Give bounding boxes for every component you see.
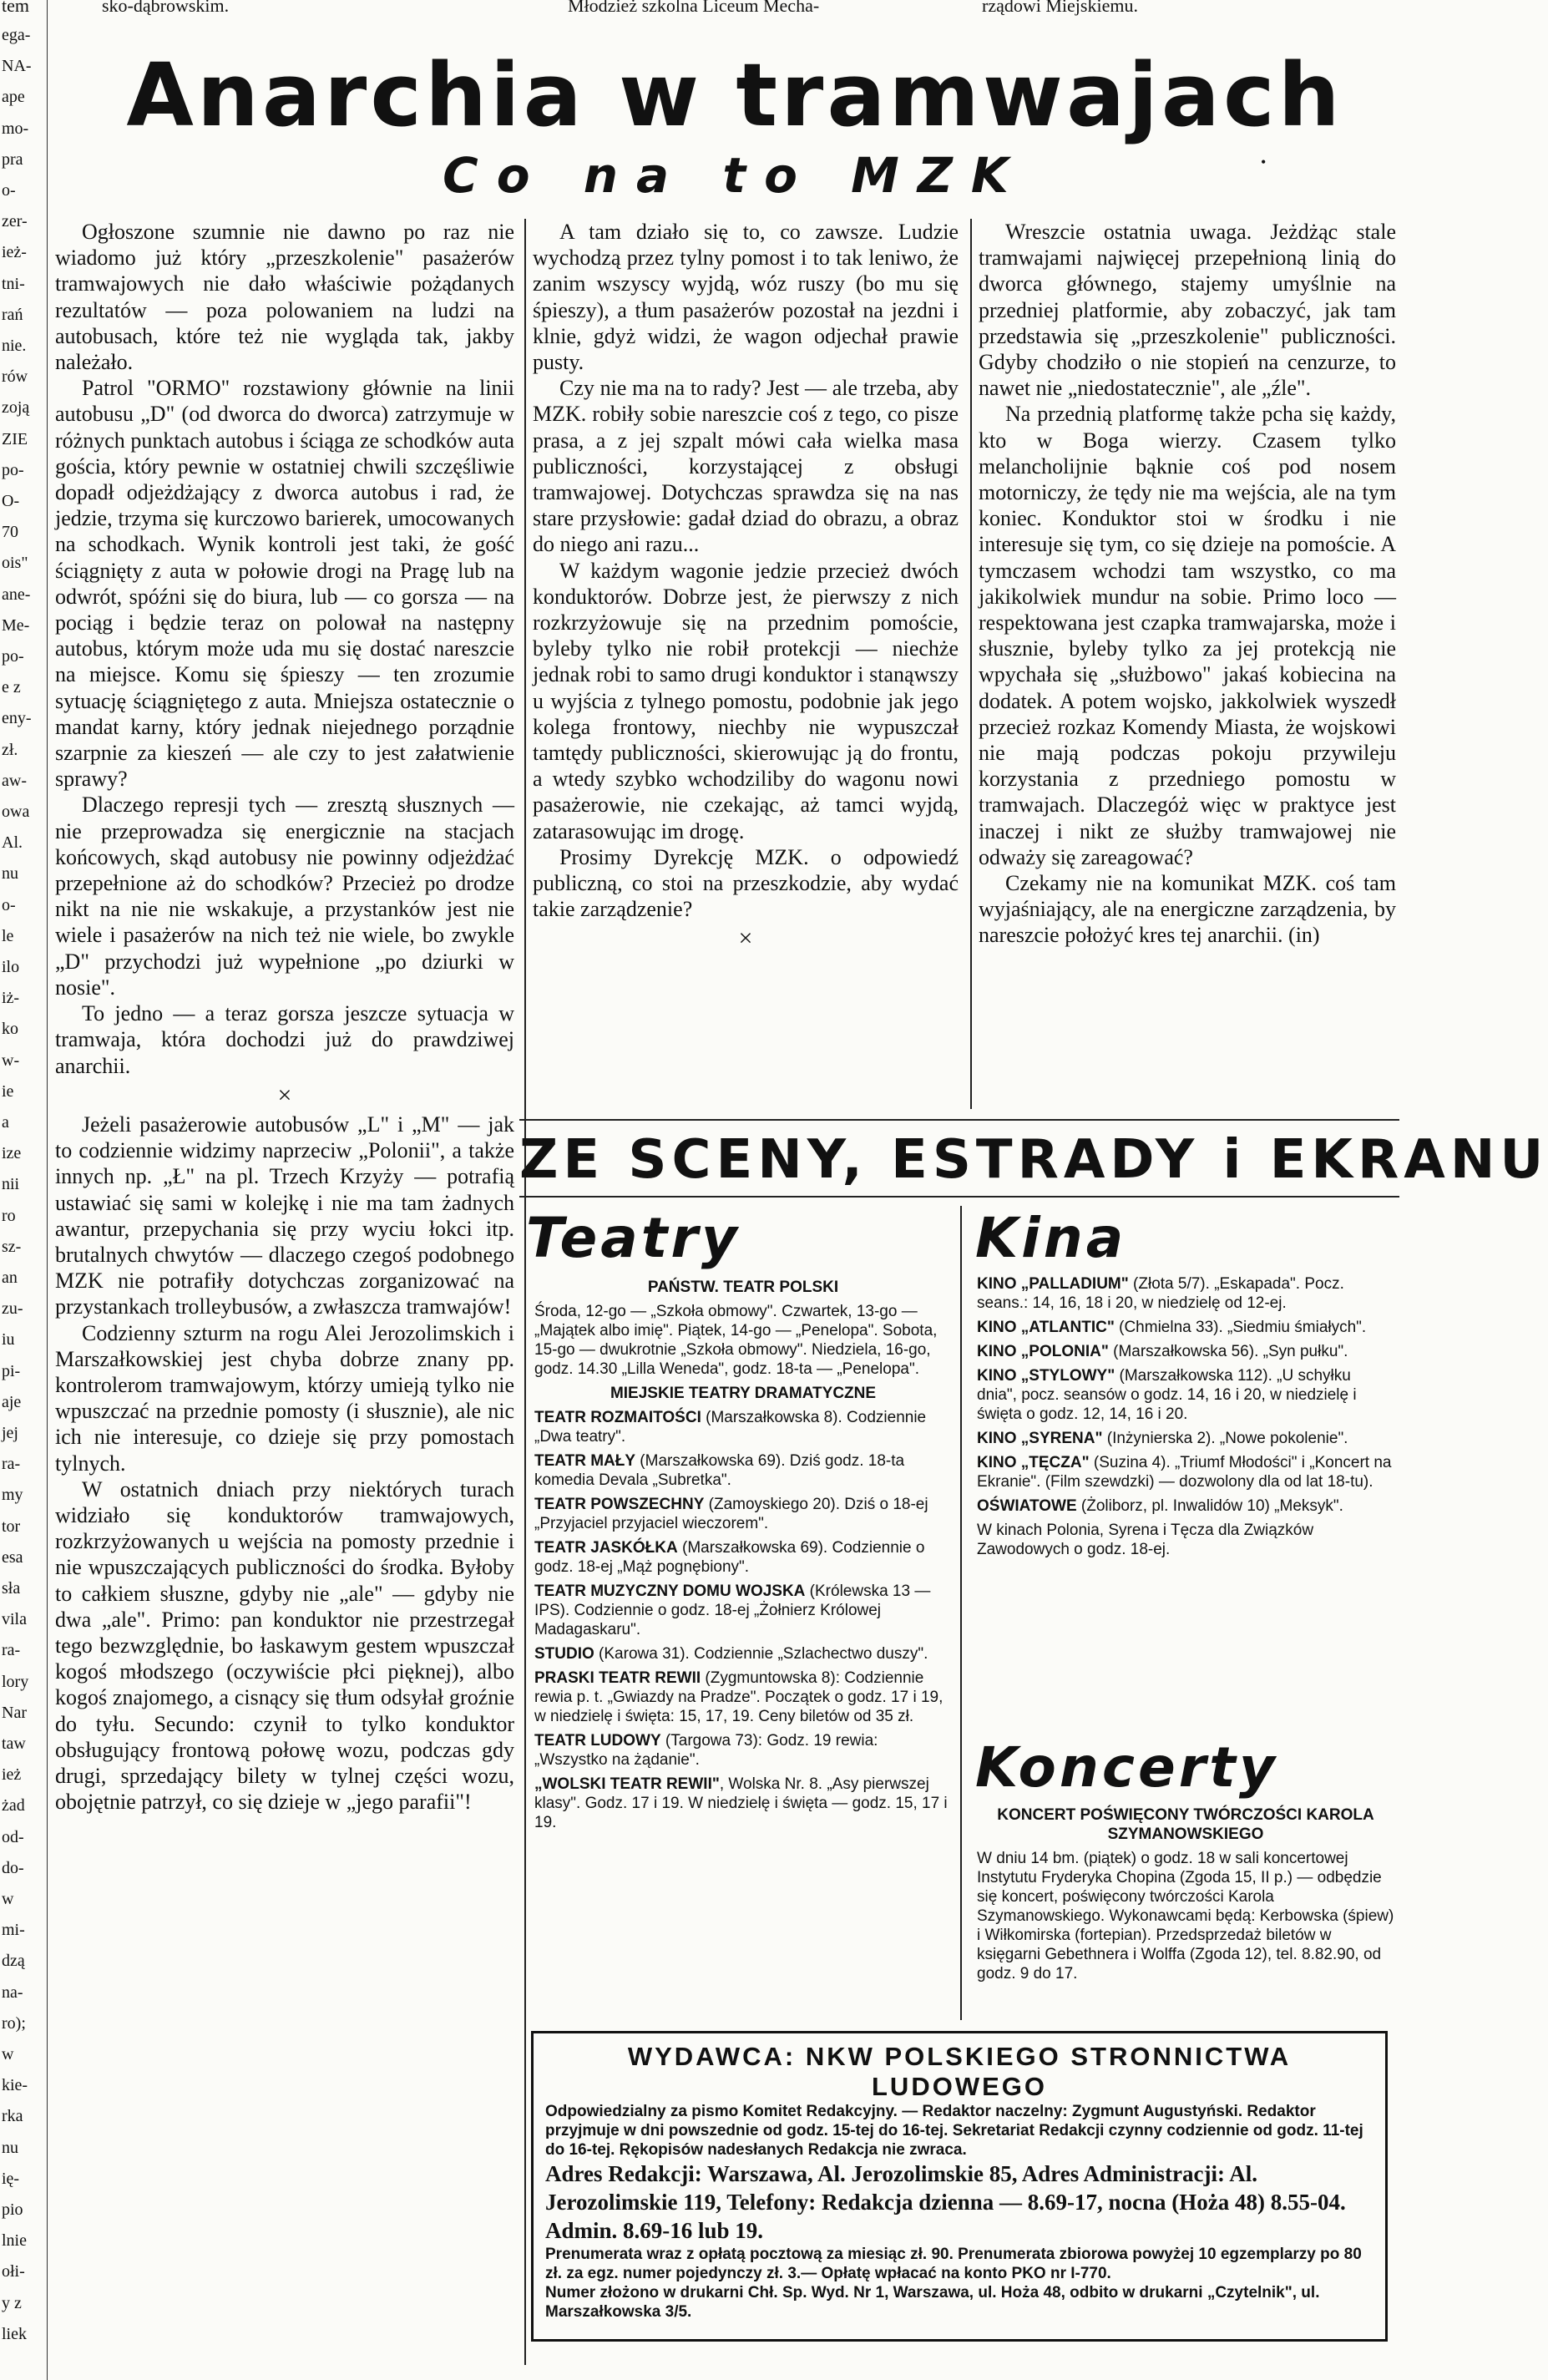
listing-text: , Wolska Nr. 8. „Asy pierwszej klasy". Godz. 17 i 19. W niedzielę i święta — godz. 15, 17 i 19. — [534, 1775, 948, 1831]
margin-fragment: w- — [2, 1051, 20, 1070]
margin-fragment: lory — [2, 1672, 29, 1691]
fragment: sko-dąbrowskim. — [102, 0, 230, 16]
listing-entry — [977, 1274, 1394, 1313]
margin-fragment: Nar — [2, 1703, 27, 1722]
margin-fragment: pra — [2, 149, 23, 169]
margin-fragment: ie — [2, 1081, 14, 1101]
listing-entry — [977, 1496, 1394, 1516]
listing-text: (Marszałkowska 69). Codziennie o godz. 18-ej „Mąż pognębiony". — [534, 1539, 925, 1576]
venue-name: KINO „SYRENA" — [977, 1430, 1103, 1447]
listing-entry — [977, 1318, 1394, 1337]
margin-fragment: my — [2, 1486, 23, 1505]
listing-entry — [534, 1669, 952, 1726]
col3-paragraphs — [979, 219, 1396, 949]
margin-fragment: kie- — [2, 2076, 28, 2095]
listing-entry — [977, 1342, 1394, 1361]
margin-fragment: ołi- — [2, 2262, 25, 2281]
fragment: rządowi Miejskiemu. — [982, 0, 1138, 16]
margin-fragment: do- — [2, 1858, 24, 1877]
column-rule — [524, 219, 526, 2365]
margin-fragment: ane- — [2, 585, 31, 604]
margin-fragment: iu — [2, 1330, 15, 1350]
paragraph: W każdym wagonie jedzie przecież dwóch konduktorów. Dobrze jest, że pierwszy z nich rozkrzyżowuje się na przednim pomoście, byleby tylko nie robił protekcji — niechże jednak robi to samo drugi konduktor i stanąwszy u wyjścia z tylnego pomostu, podobnie jak jego kolega frontowy, niechby nie wypuszczał tamtędy publiczności, skierowując ją do frontu, a wtedy szybko wchodziliby do wagonu nowi pasażerowie, nie czekając, aż tamci wyjdą, zatarasowując im drogę. — [533, 558, 959, 843]
margin-fragment: 70 — [2, 523, 18, 542]
listing-text: (Złota 5/7). „Eskapada". Pocz. seans.: 14, 16, 18 i 20, w niedzielę od 12-ej. — [977, 1275, 1344, 1312]
venue-name: TEATR JASKÓŁKA — [534, 1539, 678, 1557]
venue-name: TEATR POWSZECHNY — [534, 1496, 705, 1513]
margin-fragment: w — [2, 1890, 14, 1908]
listing-entry — [534, 1775, 952, 1832]
margin-fragment: nu — [2, 864, 18, 884]
venue-name: „WOLSKI TEATR REWII" — [534, 1775, 720, 1793]
listing-text: (Marszałkowska 56). „Syn pułku". — [1108, 1343, 1348, 1360]
article-column-1 — [55, 219, 514, 1815]
listing-subheading: MIEJSKIE TEATRY DRAMATYCZNE — [610, 1385, 877, 1402]
margin-fragment: ież- — [2, 243, 27, 262]
margin-fragment: O- — [2, 492, 20, 510]
listing-text: W dniu 14 bm. (piątek) o godz. 18 w sali koncertowej Instytutu Fryderyka Chopina (Zgoda 15, II p.) — odbędzie się koncert, poświęcony twórczości Karola Szymanowskiego. Wykonawcami będą: Kerbowska (śpiew) i Wiłkomirska (fortepian). Przedsprzedaż biletów w księgarni Gebethnera i Wolffa (Zgoda 12), tel. 8.82.90, od godz. 9 do 17. — [977, 1850, 1394, 1982]
margin-fragment: po- — [2, 647, 24, 666]
paragraph: A tam działo się to, co zawsze. Ludzie wychodzą przez tylny pomost i to tak leniwo, że zanim wszyscy wyjdą, wóz ruszy (bo mu się śpieszy), a tłum pasażerów pozostał na jezdni i klnie, gdyż widzi, że wagon odjechał prawie pusty. — [533, 220, 959, 375]
paragraph: Jeżeli pasażerowie autobusów „L" i „M" — jak to codziennie widzimy naprzeciw „Polonii", a także innych np. „Ł" na pl. Trzech Krzyży — potrafią ustawiać się sami w kolejkę i nie ma tam żadnych awantur, przepychania się przy wyciu łokci itp. brutalnych chwytów — dlaczego czegoś podobnego MZK nie potrafiły dotychczas zorganizować na przystankach trolleybusów, a zwłaszcza tramwajów! — [55, 1112, 514, 1319]
imprint-box — [531, 2031, 1388, 2342]
margin-fragment: eny- — [2, 709, 32, 728]
listing-text: (Zygmuntowska 8): Codziennie rewia p. t. „Gwiazdy na Pradze". Początek o godz. 17 i 19, w niedzielę i święta: 15, 17, 19. Ceny biletów od 35 zł. — [534, 1669, 943, 1725]
venue-name: KINO „STYLOWY" — [977, 1367, 1115, 1385]
listing-entry — [977, 1453, 1394, 1491]
koncerty-heading: Koncerty — [975, 1735, 1278, 1800]
margin-fragment: żad — [2, 1796, 25, 1815]
margin-fragment: a — [2, 1113, 9, 1132]
listing-entry — [977, 1521, 1394, 1559]
margin-fragment: o- — [2, 181, 16, 200]
article-column-2 — [533, 219, 959, 955]
listing-text: (Suzina 4). „Triumf Młodości" i „Koncert na Ekranie". (Film szewdzki) — dozwolony dla od lat 18-tu). — [977, 1454, 1392, 1491]
margin-fragment: sła — [2, 1579, 21, 1598]
column-rule — [960, 1206, 962, 2020]
paragraph: W ostatnich dniach przy niektórych turach widziało się konduktorów tramwajowych, rozkrzyżowanych u wejścia na pomosty przednie i nie wpuszczających publiczności do środka. Byłoby to całkiem słuszne, gdyby nie „ale" — gdyby nie dwa „ale". Primo: pan konduktor nie przestrzegał tego bezwzględnie, bo łaskawym gestem wpuszczał kogoś młodszego (oczywiście płci pięknej), albo kogoś znajomego, a cisnący się tłum odsyłał groźnie do tyłu. Secundo: czynił to tylko konduktor obsługujący frontową połowę wozu, podczas gdy drugi, sprzedający bilety w tylnej części wozu, obojętnie patrzył, co się dzieje w „jego parafii"! — [55, 1476, 514, 1815]
listing-text: (Chmielna 33). „Siedmiu śmiałych". — [1114, 1319, 1367, 1336]
margin-fragment: pi- — [2, 1361, 21, 1380]
paragraph: Czy nie ma na to rady? Jest — ale trzeba, aby MZK. robiły sobie nareszcie coś z tego, co pisze prasa, a z jej szpalt mówi cała wielka masa publiczności, korzystającej z obsługi tramwajowej. Dotychczas sprawdza się na nas stare przysłowie: gadał dziad do obrazu, a obraz do niego ani razu... — [533, 376, 959, 557]
paragraph: Codzienny szturm na rogu Alei Jerozolimskich i Marszałkowskiej jest chyba dobrze znany pp. kontrolerom tramwajowym, którzy umieją tylko nie wpuszczać na przednie pomosty (i słusznie), ale nic ich nie interesuje, co dzieje się przy pomostach tylnych. — [55, 1320, 514, 1476]
venue-name: KINO „TĘCZA" — [977, 1454, 1090, 1471]
margin-fragment: ra- — [2, 1455, 21, 1474]
imprint-editorial: Odpowiedzialny za pismo Komitet Redakcyjny. — Redaktor naczelny: Zygmunt Augustyński. Redaktor przyjmuje w dni powszednie od godz. 15-tej do 16-tej. Sekretariat Redakcji czynny codziennie od godz. 11-tej do 16-tej. Rękopisów nadesłanych Redakcja nie zwraca. — [545, 2103, 1363, 2159]
margin-fragment: ro — [2, 1206, 16, 1225]
margin-fragment: esa — [2, 1547, 23, 1567]
column-rule — [970, 219, 972, 1109]
margin-fragment: owa — [2, 803, 30, 821]
imprint-printer: Numer złożono w drukarni Chł. Sp. Wyd. Nr 1, Warszawa, ul. Hoża 48, odbito w drukarni „Czytelnik", ul. Marszałkowska 3/5. — [545, 2284, 1320, 2321]
venue-name: TEATR MAŁY — [534, 1452, 636, 1470]
margin-fragment: ię- — [2, 2169, 20, 2188]
margin-fragment: jej — [2, 1424, 18, 1442]
paragraph: Ogłoszone szumnie nie dawno po raz nie wiadomo już który „przeszkolenie" pasażerów tramwajowych nie dało właściwie pożądanych rezultatów — poza polowaniem na ludzi na autobusach, które też nie wygląda tak, jakby należało. — [55, 220, 514, 375]
paragraph: Patrol "ORMO" rozstawiony głównie na linii autobusu „D" (od dworca do dworca) zatrzymuje w różnych punktach autobus i ściąga ze schodków auta gościa, który pewnie w ostatniej chwili szczęśliwie dopadł odjeżdżający z dworca autobus i rad, że jedzie, trzyma się kurczowo barierek, umocowanych na schodkach. Wynik kontroli jest taki, że gość ściągnięty z auta w połowie drogi na Pragę lub na odwrót, spóźni się do biura, lub — co gorsza — na pociąg i będzie teraz on polował na następny autobus, którym może uda mu się dostać nareszcie na miejsce. Komu się śpieszy — ten zrozumie sytuację ściągniętego z auta. Mniejsza ostatecznie o mandat karny, który jednak niejednego porządnie szarpnie za kieszeń — ale czy to jest załatwienie sprawy? — [55, 376, 514, 792]
margin-fragment: aw- — [2, 771, 27, 790]
fragment: tem — [2, 0, 29, 16]
margin-fragment: nie. — [2, 337, 27, 355]
margin-fragment: lnie — [2, 2231, 27, 2251]
venue-name: KINO „POLONIA" — [977, 1343, 1109, 1360]
paragraph: Wreszcie ostatnia uwaga. Jeżdżąc stale tramwajami najwięcej przepełnioną linią do dworca głównego, stajemy umyślnie na przedniej platformie, aby zobaczyć, jak tam przedstawia się „przeszkolenie" publiczności. Gdyby chodziło o nie stopień na cenzurze, to nawet nie „niedostatecznie", ale „źle". — [979, 220, 1396, 401]
margin-fragment: nu — [2, 2138, 18, 2157]
listing-text: (Żoliborz, pl. Inwalidów 10) „Meksyk". — [1076, 1497, 1343, 1515]
margin-fragment: rka — [2, 2107, 23, 2126]
margin-fragment: vila — [2, 1610, 27, 1629]
col1b-paragraphs — [55, 1112, 514, 1815]
headline: Anarchia w tramwajach — [126, 44, 1343, 146]
separator-cross: × — [738, 924, 753, 953]
top-fragments — [0, 0, 1423, 18]
col2-paragraphs — [533, 219, 959, 922]
margin-fragment: mi- — [2, 1921, 25, 1940]
margin-fragment: y z — [2, 2293, 22, 2312]
listing-entry — [534, 1538, 952, 1577]
margin-fragment: rań — [2, 305, 23, 324]
left-margin-clipped-column — [0, 0, 48, 2380]
margin-fragment: zer- — [2, 212, 28, 231]
margin-fragment: ilo — [2, 958, 20, 976]
venue-name: TEATR ROZMAITOŚCI — [534, 1409, 701, 1426]
paragraph: Czekamy nie na komunikat MZK. coś tam wyjaśniający, ale na energiczne zarządzenia, by nareszcie położyć kres tej anarchii. (in) — [979, 871, 1396, 948]
margin-fragment: po- — [2, 460, 24, 479]
margin-fragment: iż- — [2, 989, 20, 1008]
imprint-subscription: Prenumerata wraz z opłatą pocztową za miesiąc zł. 90. Prenumerata zbiorowa powyżej 10 egzemplarzy po 80 zł. za egz. numer pojedynczy zł. 3.— Opłatę wpłacać na konto PKO nr I-770. — [545, 2246, 1362, 2282]
listing-entry — [534, 1644, 952, 1663]
listing-entry — [534, 1582, 952, 1639]
listing-entry — [977, 1366, 1394, 1424]
paragraph: Prosimy Dyrekcję MZK. o odpowiedź publiczną, co stoi na przeszkodzie, aby wydać takie zarządzenie? — [533, 844, 959, 922]
margin-fragment: ega- — [2, 26, 31, 44]
paragraph: To jedno — a teraz gorsza jeszcze sytuacja w tramwaja, która dochodzi już do prawdziwej anarchii. — [55, 1001, 514, 1078]
listing-entry — [977, 1849, 1394, 1983]
margin-fragment: Al. — [2, 833, 23, 853]
listing-entry — [534, 1408, 952, 1446]
margin-fragment: tor — [2, 1517, 21, 1536]
venue-name: OŚWIATOWE — [977, 1497, 1077, 1515]
margin-fragment: zoją — [2, 398, 30, 418]
section-rule — [519, 1196, 1399, 1198]
margin-fragment: taw — [2, 1734, 26, 1753]
imprint-title: WYDAWCA: NKW POLSKIEGO STRONNICTWA LUDOWEGO — [627, 2042, 1292, 2101]
listing-entry — [534, 1451, 952, 1490]
margin-fragment: tni- — [2, 274, 25, 293]
margin-fragment: mo- — [2, 119, 29, 138]
listing-text: (Karowa 31). Codziennie „Szlachectwo duszy". — [594, 1645, 928, 1663]
listing-text: (Marszałkowska 8). Codziennie „Dwa teatry". — [534, 1409, 927, 1446]
kina-heading: Kina — [975, 1206, 1127, 1270]
margin-fragment: ra- — [2, 1641, 21, 1660]
margin-fragment: dzą — [2, 1952, 25, 1971]
kina-listing — [977, 1274, 1394, 1564]
listing-text: (Targowa 73): Godz. 19 rewia: „Wszystko na żądanie". — [534, 1732, 878, 1769]
listing-text: Środa, 12-go — „Szkoła obmowy". Czwartek, 13-go — „Majątek albo imię". Piątek, 14-go — „Penelopa". Sobota, 15-go — dwukrotnie „Szkoła obmowy". Niedziela, 16-go, godz. 14.30 „Lilla Weneda", godz. 18-ta — „Penelopa". — [534, 1303, 938, 1378]
paragraph: Na przednią platformę także pcha się każdy, kto w Boga wierzy. Czasem tylko melancholijnie bąknie coś pod nosem motorniczy, że tędy nie ma wejścia, ale na tym koniec. Konduktor stoi w środku i nie interesuje się tym, co się dzieje na pomoście. A tymczasem wchodzi tam wszystko, co ma jakikolwiek mundur na sobie. Primo loco — respektowana jest czapka tramwajarska, może i słusznie, byleby tylko za jej protekcją nie wpychała się „służbowo" jakaś kobiecina na dodatek. A potem wojsko, jakkolwiek wyszedł przecież rozkaz Komendy Miasta, że wojskowi nie mają podczas pokoju przywileju korzystania z przedniego pomostu w tramwajach. Dlaczegóż więc w praktyce jest inaczej i nikt ze służby tramwajowej nie odważy się zareagować? — [979, 402, 1396, 869]
koncerty-listing — [977, 1802, 1394, 1988]
margin-fragment: an — [2, 1268, 18, 1287]
margin-fragment: ko — [2, 1020, 18, 1039]
margin-fragment: rów — [2, 367, 28, 387]
listing-text: W kinach Polonia, Syrena i Tęcza dla Związków Zawodowych o godz. 18-ej. — [977, 1522, 1314, 1558]
listing-subheading: KONCERT POŚWIĘCONY TWÓRCZOŚCI KAROLA SZYMANOWSKIEGO — [997, 1806, 1374, 1843]
margin-fragment: aje — [2, 1392, 22, 1411]
margin-fragment: Me- — [2, 615, 30, 635]
imprint-address: Adres Redakcji: Warszawa, Al. Jerozolimskie 85, Adres Administracji: Al. Jerozolimskie 119, Telefony: Redakcja dzienna — 8.69-17, nocna (Hoża 48) 8.55-04. Admin. 8.69-16 lub 19. — [545, 2161, 1346, 2243]
margin-fragment: NA- — [2, 57, 32, 76]
fragment: Młodzież szkolna Liceum Mecha- — [568, 0, 820, 16]
listing-text: (Królewska 13 — IPS). Codziennie o godz. 18-ej „Żołnierz Królowej Madagaskaru". — [534, 1582, 931, 1638]
margin-fragment: nii — [2, 1175, 20, 1194]
listing-entry — [977, 1429, 1394, 1448]
col1-paragraphs — [55, 219, 514, 1079]
listing-entry — [534, 1731, 952, 1770]
listing-text: (Zamoyskiego 20). Dziś o 18-ej „Przyjaciel przyjaciel wieczorem". — [534, 1496, 928, 1532]
listing-entry — [534, 1495, 952, 1533]
margin-fragment: o- — [2, 895, 16, 914]
margin-fragment: ZIE — [2, 429, 28, 448]
listing-entry — [534, 1302, 952, 1379]
venue-name: KINO „PALLADIUM" — [977, 1275, 1129, 1293]
margin-fragment: e z — [2, 678, 21, 697]
margin-fragment: ież — [2, 1765, 22, 1785]
teatry-heading: Teatry — [526, 1206, 741, 1270]
venue-name: KINO „ATLANTIC" — [977, 1319, 1115, 1336]
separator-cross: × — [277, 1081, 292, 1109]
paragraph: Dlaczego represji tych — zresztą słusznych — nie przeprowadza się energicznie na stacjach końcowych, skąd autobusy nie powinny odjeżdżać przepełnione aż do schodków? Przecież po drodze nikt na nie nie wskakuje, a przystanków jest nie wiele i pasażerów na nich też nie wiele, bo zwykle „D" przychodzi już wypełnione „po dziurki w nosie". — [55, 792, 514, 1000]
venue-name: STUDIO — [534, 1645, 594, 1663]
margin-fragment: le — [2, 926, 14, 945]
article-column-3 — [979, 219, 1396, 949]
margin-fragment: ize — [2, 1144, 22, 1163]
margin-fragment: liek — [2, 2324, 27, 2343]
margin-fragment: pio — [2, 2200, 23, 2219]
subheadline: Co na to MZK — [443, 147, 1027, 204]
teatry-listing — [534, 1274, 952, 1837]
margin-fragment: ape — [2, 88, 25, 107]
ink-dot: • — [1261, 154, 1267, 170]
margin-fragment: ois" — [2, 554, 28, 573]
margin-fragment: na- — [2, 1982, 23, 2002]
section-rule — [519, 1119, 1399, 1121]
venue-name: TEATR LUDOWY — [534, 1732, 661, 1750]
margin-fragment: od- — [2, 1827, 24, 1846]
margin-fragment: w — [2, 2045, 14, 2064]
margin-fragment: ro); — [2, 2013, 26, 2033]
margin-fragment: zł. — [2, 740, 18, 759]
listing-text: (Marszałkowska 69). Dziś godz. 18-ta komedia Devala „Subretka". — [534, 1452, 905, 1489]
listing-subheading: PAŃSTW. TEATR POLSKI — [647, 1279, 839, 1296]
margin-fragment: zu- — [2, 1299, 23, 1319]
section-title: ZE SCENY, ESTRADY i EKRANU — [519, 1129, 1548, 1191]
listing-text: (Inżynierska 2). „Nowe pokolenie". — [1102, 1430, 1348, 1447]
margin-fragment: sz- — [2, 1237, 22, 1256]
venue-name: PRASKI TEATR REWII — [534, 1669, 701, 1687]
venue-name: TEATR MUZYCZNY DOMU WOJSKA — [534, 1582, 806, 1600]
listing-text: (Marszałkowska 112). „U schyłku dnia", pocz. seansów o godz. 14, 16 i 20, w niedzielę i święta o godz. 12, 14, 16 i 20. — [977, 1367, 1357, 1423]
